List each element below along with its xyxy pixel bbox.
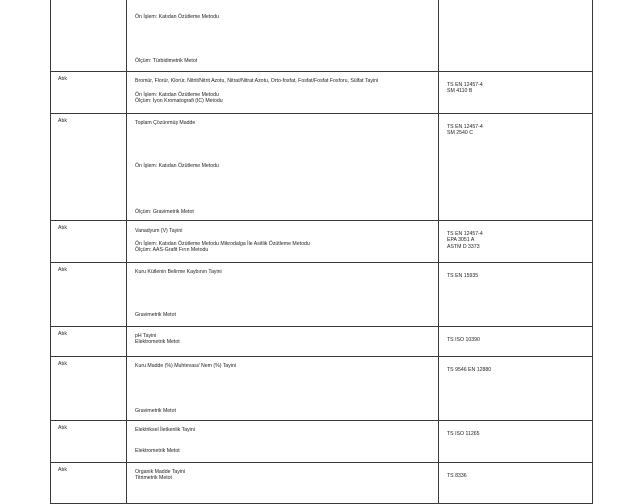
matrix-cell: Atık (58, 225, 67, 231)
standard-code: SM 4110 B (447, 88, 473, 95)
standard-code: TS 9546 EN 12880 (447, 367, 492, 373)
measurement-text: Ölçüm: AAS-Grafit Fırın Metodu (135, 247, 209, 253)
accreditation-table (50, 0, 593, 504)
method-cell (127, 357, 438, 420)
standard-code: TS EN 12457-4 (447, 231, 483, 237)
matrix-cell: Atık (58, 467, 67, 473)
method-cell (127, 72, 438, 113)
table-row (51, 357, 593, 421)
method-cell (127, 263, 438, 326)
pretreatment-text: Ön İşlem: Katıdan Özütleme Metodu (135, 92, 219, 98)
parameter-text: Organik Madde Tayini (135, 469, 186, 475)
matrix-cell: Atık (58, 331, 67, 337)
standard-cell (439, 72, 592, 95)
parameter-text: pH Tayini (135, 333, 157, 339)
table-row (51, 221, 593, 263)
pretreatment-text: Ön İşlem: Katıdan Özütleme Metodu Mikrodalga İle Asitlik Özütleme Metodu (135, 241, 310, 247)
standard-cell (439, 221, 592, 250)
standard-code: SM 2540 C (447, 130, 473, 137)
measurement-text: Elektrometrik Metot (135, 448, 180, 454)
standard-code: TS EN 12457-4 (447, 124, 483, 130)
matrix-cell: Atık (58, 425, 67, 431)
method-cell (127, 0, 438, 71)
standard-code: TS 8336 (447, 473, 467, 479)
matrix-cell: Atık (58, 118, 67, 124)
parameter-text: Bromür, Florür, Klorür, Nitrit/Nitrit Azotu, Nitrat/Nitrat Azotu, Orto-fosfat, Fosfat/Fosfat Fosforu, Sülfat Tayini (135, 78, 379, 84)
matrix-cell: Atık (58, 267, 67, 273)
standard-code: TS EN 15935 (447, 273, 479, 279)
standard-code: ASTM D 3373 (447, 243, 480, 250)
standard-code: TS ISO 11265 (447, 431, 480, 437)
pretreatment-text: Ön İşlem: Katıdan Özütleme Metodu (135, 14, 219, 20)
method-cell (127, 221, 438, 262)
standard-cell (439, 357, 592, 373)
pretreatment-text: Ön İşlem: Katıdan Özütleme Metodu (135, 163, 219, 169)
method-cell (127, 421, 438, 462)
table-row (51, 72, 593, 114)
measurement-text: Ölçüm: Türbidimetrik Metot (135, 58, 198, 64)
table-row (51, 0, 593, 72)
parameter-text: Kuru Madde (%) Muhtevası/ Nem (%) Tayini (135, 363, 237, 369)
table-row (51, 327, 593, 357)
standard-code: TS ISO 10390 (447, 337, 480, 343)
method-cell (127, 463, 438, 503)
table-row (51, 114, 593, 221)
parameter-text: Kuru Kütlenin Belirme Kaybının Tayini (135, 269, 222, 275)
matrix-cell: Atık (58, 76, 67, 82)
standard-cell (439, 463, 592, 479)
measurement-text: Ölçüm: Gravimetrik Metot (135, 209, 194, 215)
measurement-text: Gravimetrik Metot (135, 312, 176, 318)
table-row (51, 421, 593, 463)
standard-cell (439, 114, 592, 137)
method-cell (127, 114, 438, 220)
standard-cell (439, 263, 592, 279)
standard-cell (439, 327, 592, 343)
measurement-text: Ölçüm: İyon Kromatografi (IC) Metodu (135, 98, 223, 104)
measurement-text: Titrimetrik Metot (135, 475, 172, 481)
matrix-cell: Atık (58, 361, 67, 367)
measurement-text: Elektrometrik Metot (135, 339, 180, 345)
standard-code: TS EN 12457-4 (447, 82, 483, 88)
table-row (51, 263, 593, 327)
table-row (51, 463, 593, 504)
standard-cell (439, 421, 592, 437)
method-cell (127, 327, 438, 356)
measurement-text: Gravimetrik Metot (135, 408, 176, 414)
standard-code: EPA 3051 A (447, 237, 475, 244)
parameter-text: Vanadyum (V) Tayini (135, 228, 183, 234)
parameter-text: Elektriksel İletkenlik Tayini (135, 427, 195, 433)
parameter-text: Toplam Çözünmüş Madde (135, 120, 196, 126)
